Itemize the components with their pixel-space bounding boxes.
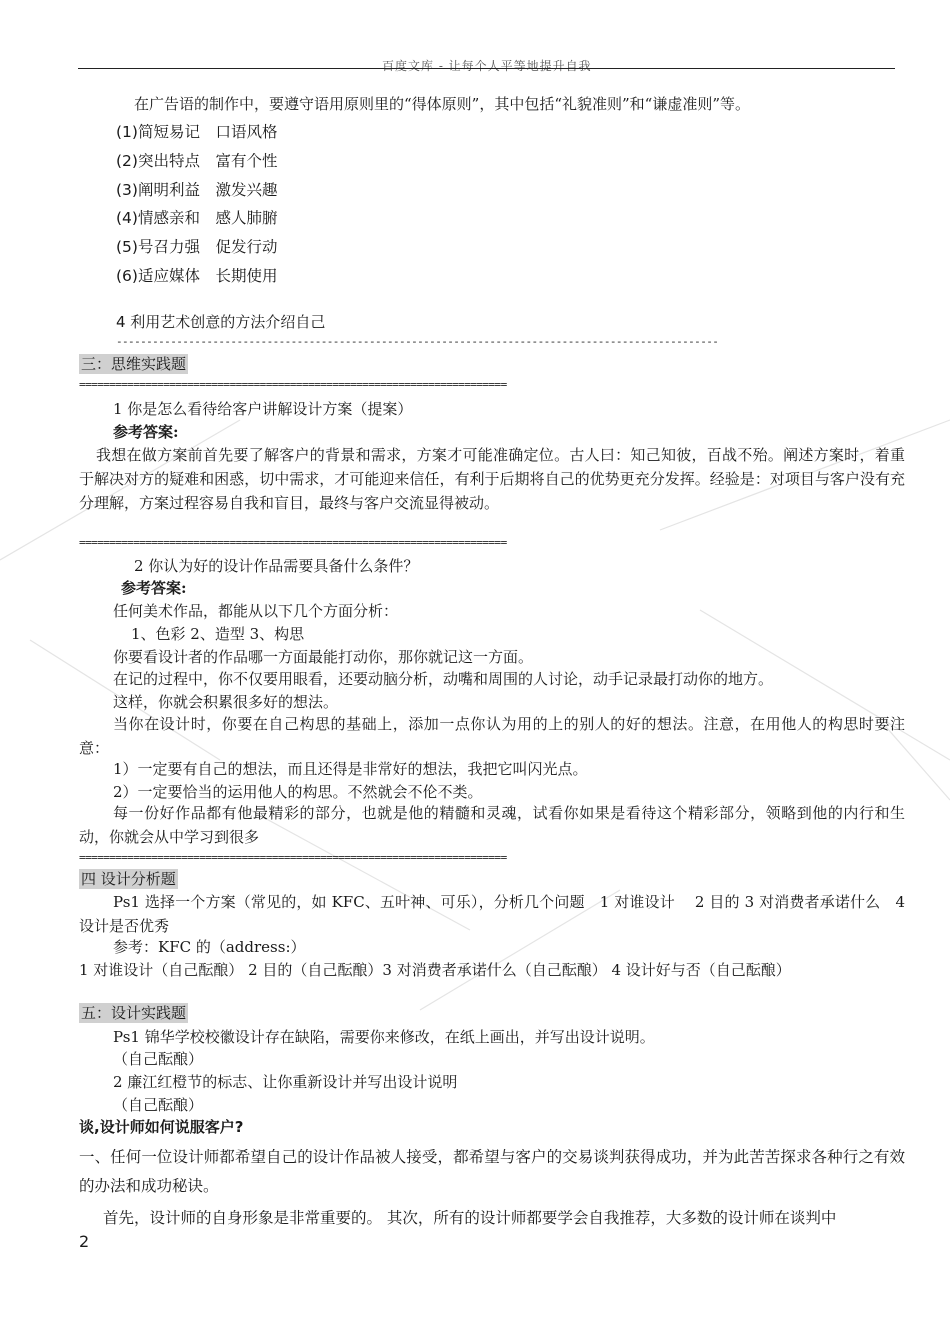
question-4: 4 利用艺术创意的方法介绍自己 bbox=[116, 313, 326, 331]
section-4-answer: 1 对谁设计（自己酝酿） 2 目的（自己酝酿）3 对消费者承诺什么（自己酝酿） 4 设计好与否（自己酝酿） bbox=[79, 961, 791, 979]
list-item bbox=[116, 265, 277, 287]
list-number: (4) bbox=[116, 209, 138, 227]
section-5-ps1: Ps1 锦华学校校徽设计存在缺陷，需要你来修改，在纸上画出，并写出设计说明。 bbox=[113, 1028, 655, 1046]
list-item bbox=[116, 150, 277, 172]
section-4-ref: 参考：KFC 的（address:） bbox=[113, 938, 306, 956]
eq-separator: ======================================================================= bbox=[79, 851, 507, 864]
article-paragraph-2: 首先，设计师的自身形象是非常重要的。 其次，所有的设计师都要学会自我推荐，大多数的设计师在谈判中 bbox=[103, 1209, 837, 1227]
section-3-q1: 1 你是怎么看待给客户讲解设计方案（提案） bbox=[113, 400, 413, 418]
self-note: （自己酝酿） bbox=[113, 1050, 204, 1068]
eq-separator: ======================================================================= bbox=[79, 378, 507, 391]
article-paragraph-1: 一、任何一位设计师都希望自己的设计作品被人接受，都希望与客户的交易谈判获得成功，并为此苦苦探求各种行之有效的办法和成功秘诀。 bbox=[79, 1148, 905, 1195]
answer-label: 参考答案: bbox=[113, 423, 179, 441]
list-text: 阐明利益 激发兴趣 bbox=[137, 181, 278, 199]
list-item bbox=[116, 236, 277, 258]
list-text: 简短易记 口语风格 bbox=[137, 123, 278, 141]
list-number: (5) bbox=[116, 238, 138, 256]
intro-paragraph: 在广告语的制作中，要遵守语用原则里的“得体原则”，其中包括“礼貌准则”和“谦虚准则”等。 bbox=[134, 95, 751, 113]
list-item bbox=[116, 207, 277, 229]
section-4-ps1: Ps1 选择一个方案（常见的，如 KFC、五叶神、可乐），分析几个问题 1 对谁设计 2 目的 3 对消费者承诺什么 4 设计是否优秀 bbox=[79, 893, 905, 935]
answer-line: 你要看设计者的作品哪一方面最能打动你，那你就记这一方面。 bbox=[113, 648, 534, 666]
section-3-q2: 2 你认为好的设计作品需要具备什么条件？ bbox=[134, 557, 419, 575]
answer-line: 任何美术作品，都能从以下几个方面分析： bbox=[113, 602, 399, 620]
answer-note: 2）一定要恰当的运用他人的构思。不然就会不伦不类。 bbox=[113, 783, 483, 801]
dash-separator: ---------------------------------------------------------------------------------------------------- bbox=[116, 335, 719, 348]
header-rule bbox=[78, 68, 895, 69]
page-header: 百度文库 - 让每个人平等地提升自我 bbox=[382, 59, 592, 73]
list-text: 情感亲和 感人肺腑 bbox=[137, 209, 278, 227]
list-text: 号召力强 促发行动 bbox=[137, 238, 278, 256]
list-item bbox=[116, 121, 277, 143]
eq-separator: ======================================================================= bbox=[79, 536, 507, 549]
article-title: 谈,设计师如何说服客户? bbox=[79, 1118, 244, 1136]
list-number: (6) bbox=[116, 267, 138, 285]
answer-paragraph: 当你在设计时，你要在自己构思的基础上，添加一点你认为用的上的别人的好的想法。注意，在用他人的构思时要注意： bbox=[79, 715, 905, 757]
list-item bbox=[116, 179, 277, 201]
list-number: (3) bbox=[116, 181, 138, 199]
list-number: (2) bbox=[116, 152, 138, 170]
list-text: 突出特点 富有个性 bbox=[137, 152, 278, 170]
list-number: (1) bbox=[116, 123, 138, 141]
section-5-q2: 2 廉江红橙节的标志、让你重新设计并写出设计说明 bbox=[113, 1073, 458, 1091]
answer-paragraph: 每一份好作品都有他最精彩的部分，也就是他的精髓和灵魂，试看你如果是看待这个精彩部分，领略到他的内行和生动，你就会从中学习到很多 bbox=[79, 804, 905, 846]
answer-note: 1）一定要有自己的想法，而且还得是非常好的想法，我把它叫闪光点。 bbox=[113, 760, 588, 778]
answer-line: 这样，你就会积累很多好的想法。 bbox=[113, 693, 339, 711]
page-number: 2 bbox=[79, 1232, 90, 1251]
self-note: （自己酝酿） bbox=[113, 1096, 204, 1114]
section-3-title: 三：思维实践题 bbox=[81, 355, 187, 373]
answer-label: 参考答案: bbox=[121, 579, 187, 597]
answer-line: 1、色彩 2、造型 3、构思 bbox=[131, 625, 305, 643]
answer-line: 在记的过程中，你不仅要用眼看，还要动脑分析，动嘴和周围的人讨论，动手记录最打动你的地方。 bbox=[113, 670, 774, 688]
section-3-a1: 我想在做方案前首先要了解客户的背景和需求，方案才可能准确定位。古人曰：知己知彼，百战不殆。阐述方案时，着重于解决对方的疑难和困惑，切中需求，才可能迎来信任，有利于后期将自己的优势更充分发挥。经验是：对项目与客户没有充分理解，方案过程容易自我和盲目，最终与客户交流显得被动。 bbox=[79, 446, 905, 512]
section-5-title: 五：设计实践题 bbox=[81, 1004, 187, 1022]
list-text: 适应媒体 长期使用 bbox=[137, 267, 278, 285]
section-4-title: 四 设计分析题 bbox=[81, 870, 176, 888]
